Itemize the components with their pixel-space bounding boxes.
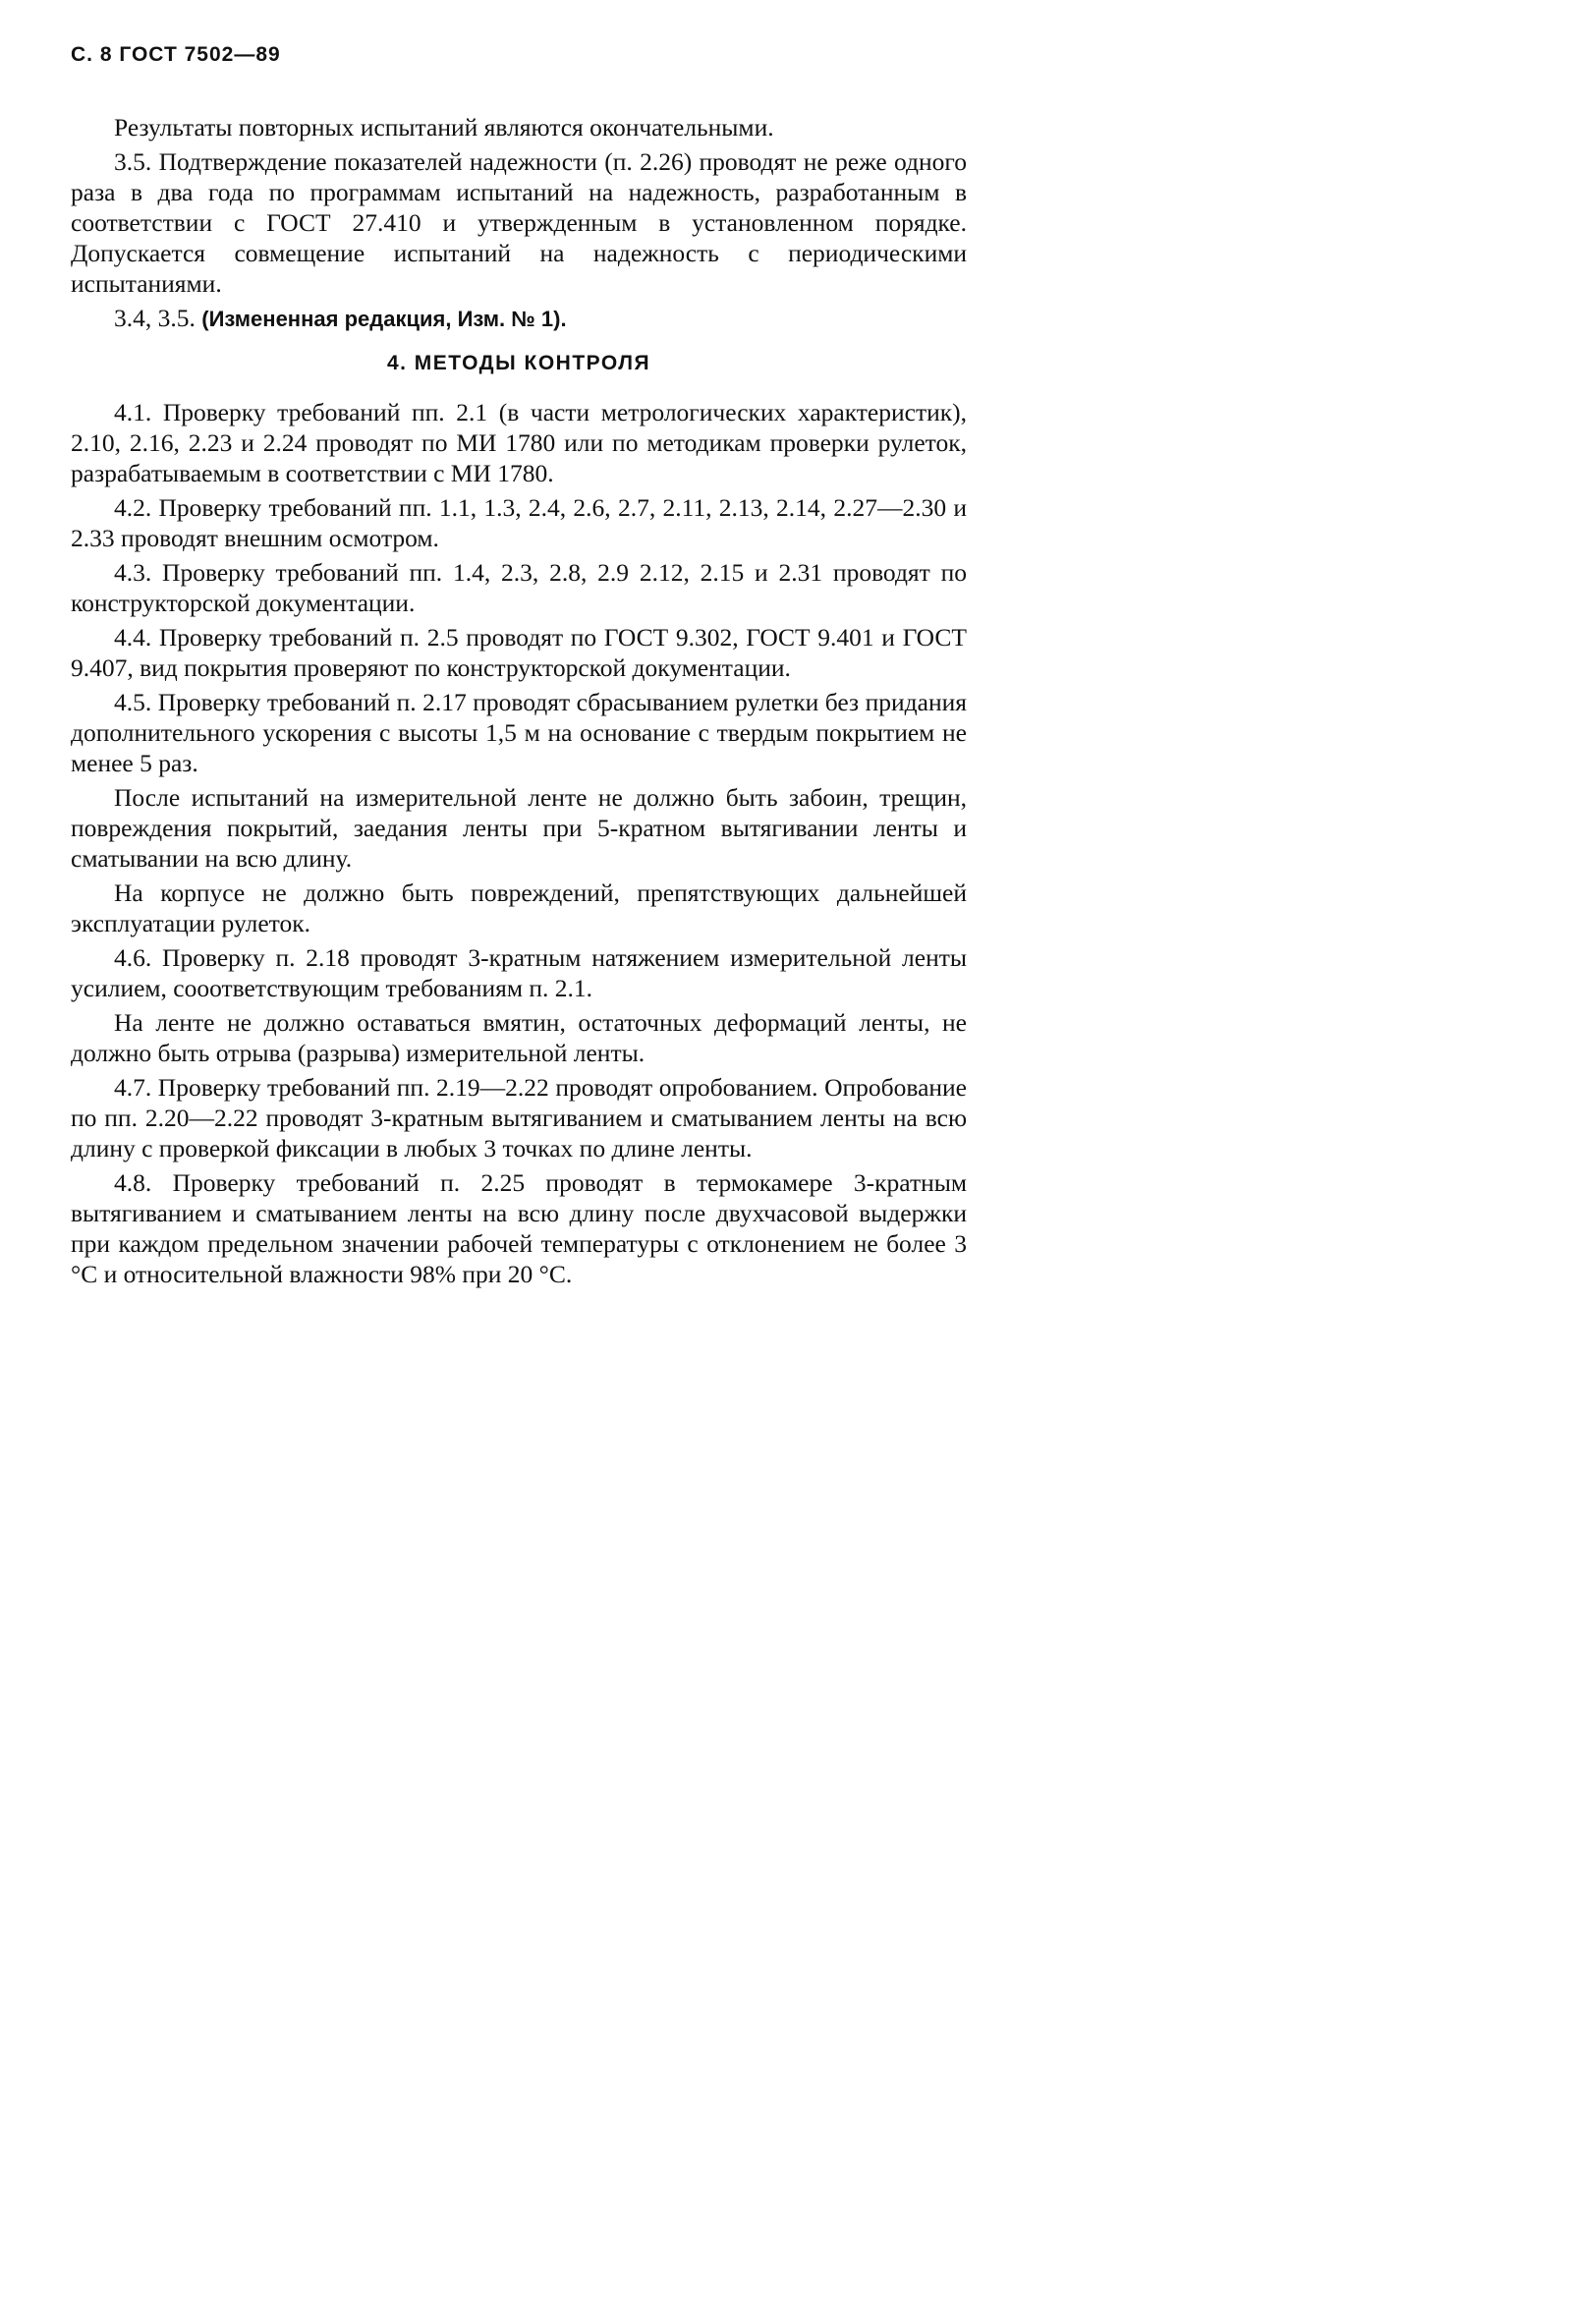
paragraph-4-6-tape: На ленте не должно оставаться вмятин, остаточных деформаций ленты, не должно быть отрыва (разрыва) измерительной ленты. bbox=[71, 1008, 967, 1067]
amendment-text: (Измененная редакция, Изм. № 1). bbox=[201, 307, 567, 331]
paragraph-4-6: 4.6. Проверку п. 2.18 проводят 3-кратным натяжением измерительной ленты усилием, сооответствующим требованиям п. 2.1. bbox=[71, 943, 967, 1002]
amendment-prefix: 3.4, 3.5. bbox=[114, 304, 202, 332]
paragraph-4-5-housing: На корпусе не должно быть повреждений, препятствующих дальнейшей эксплуатации рулеток. bbox=[71, 879, 967, 937]
running-head: С. 8 ГОСТ 7502—89 bbox=[71, 43, 281, 66]
paragraph-3-5: 3.5. Подтверждение показателей надежности (п. 2.26) проводят не реже одного раза в два года по программам испытаний на надежность, разработанным в соответствии с ГОСТ 27.410 и утвержденным в установленном порядке. Допускается совмещение испытаний на надежность с периодическими испытаниями. bbox=[71, 147, 967, 298]
paragraph-4-5: 4.5. Проверку требований п. 2.17 проводят сбрасыванием рулетки без придания дополнительного ускорения с высоты 1,5 м на основание с твердым покрытием не менее 5 раз. bbox=[71, 688, 967, 777]
paragraph-results-final: Результаты повторных испытаний являются окончательными. bbox=[114, 113, 774, 142]
paragraph-4-5-after-tests: После испытаний на измерительной ленте не должно быть забоин, трещин, повреждения покрытий, заедания ленты при 5-кратном вытягивании ленты и сматывании на всю длину. bbox=[71, 783, 967, 873]
section-4-title: 4. МЕТОДЫ КОНТРОЛЯ bbox=[386, 352, 651, 374]
paragraph-4-8: 4.8. Проверку требований п. 2.25 проводят в термокамере 3-кратным вытягиванием и сматыванием ленты на всю длину после двухчасовой выдержки при каждом предельном значении рабочей температуры с отклонением не более 3 °С и относительной влажности 98% при 20 °С. bbox=[71, 1168, 967, 1288]
document-page bbox=[71, 43, 967, 1293]
paragraph-4-3: 4.3. Проверку требований пп. 1.4, 2.3, 2.8, 2.9 2.12, 2.15 и 2.31 проводят по конструкторской документации. bbox=[71, 558, 967, 617]
paragraph-4-4: 4.4. Проверку требований п. 2.5 проводят по ГОСТ 9.302, ГОСТ 9.401 и ГОСТ 9.407, вид покрытия проверяют по конструкторской документации. bbox=[71, 623, 967, 682]
paragraph-4-7: 4.7. Проверку требований пп. 2.19—2.22 проводят опробованием. Опробование по пп. 2.20—2.22 проводят 3-кратным вытягиванием и сматыванием ленты на всю длину с проверкой фиксации в любых 3 точках по длине ленты. bbox=[71, 1073, 967, 1162]
amendment-note bbox=[71, 303, 967, 334]
paragraph-4-2: 4.2. Проверку требований пп. 1.1, 1.3, 2.4, 2.6, 2.7, 2.11, 2.13, 2.14, 2.27—2.30 и 2.33 проводят внешним осмотром. bbox=[71, 493, 967, 552]
paragraph-4-1: 4.1. Проверку требований пп. 2.1 (в части метрологических характеристик), 2.10, 2.16, 2.23 и 2.24 проводят по МИ 1780 или по методикам проверки рулеток, разрабатываемым в соответствии с МИ 1780. bbox=[71, 398, 967, 487]
